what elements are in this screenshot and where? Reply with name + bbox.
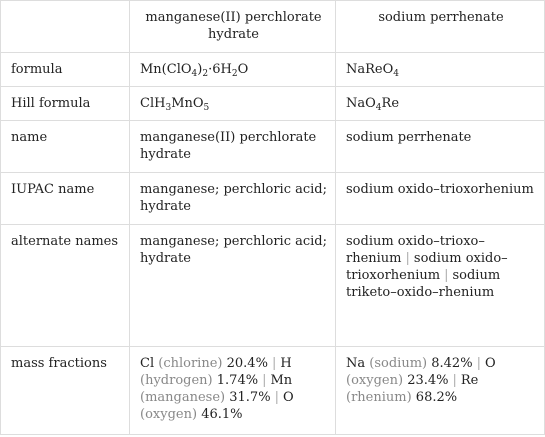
formula-text: Mn(ClO <box>140 62 192 77</box>
element-name: (manganese) <box>140 390 226 405</box>
iupac-cell-manganese: manganese; perchloric acid; hydrate <box>130 173 336 225</box>
formula-text: MnO <box>171 96 204 111</box>
element-name: (hydrogen) <box>140 373 213 388</box>
separator: | <box>271 356 277 371</box>
element-name: (oxygen) <box>346 373 404 388</box>
element-symbol: Re <box>460 373 479 388</box>
formula-subscript: 5 <box>203 103 210 113</box>
fraction-value: 8.42% <box>431 356 473 371</box>
table-row-formula <box>1 53 545 87</box>
column-header-manganese-perchlorate: manganese(II) perchlorate hydrate <box>130 1 336 53</box>
fraction-value: 31.7% <box>229 390 271 405</box>
fraction-value: 20.4% <box>226 356 268 371</box>
formula-subscript: 2 <box>231 69 238 79</box>
element-symbol: Mn <box>270 373 293 388</box>
element-symbol: O <box>484 356 496 371</box>
separator: | <box>444 268 449 283</box>
alternate-names-cell-manganese: manganese; perchloric acid; hydrate <box>130 225 336 347</box>
table-row-name <box>1 121 545 173</box>
element-name: (sodium) <box>369 356 428 371</box>
element-name: (chlorine) <box>158 356 223 371</box>
table-row-iupac-name <box>1 173 545 225</box>
element-name: (rhenium) <box>346 390 412 405</box>
fraction-value: 1.74% <box>216 373 259 388</box>
formula-text: Re <box>381 96 400 111</box>
separator: | <box>274 390 279 405</box>
alternate-name: sodium triketo–oxido–rhenium <box>346 268 501 300</box>
column-header-sodium-perrhenate: sodium perrhenate <box>336 1 545 53</box>
name-cell-sodium: sodium perrhenate <box>336 121 545 173</box>
formula-subscript: 4 <box>375 103 382 113</box>
formula-text: O <box>237 62 249 77</box>
formula-subscript: 4 <box>393 69 399 79</box>
element-symbol: Na <box>346 356 366 371</box>
iupac-cell-sodium: sodium oxido–trioxorhenium <box>336 173 545 225</box>
fraction-value: 68.2% <box>415 390 458 405</box>
mass-fractions-cell-manganese <box>130 347 336 435</box>
alternate-name: sodium oxido–trioxo–rhenium <box>346 234 485 266</box>
formula-text: ) <box>197 62 203 77</box>
formula-text: ClH <box>140 96 166 111</box>
formula-subscript: 4 <box>191 69 198 79</box>
formula-subscript: 3 <box>165 103 172 113</box>
separator: | <box>476 356 481 371</box>
row-label-name: name <box>1 121 130 173</box>
hill-formula-cell-sodium <box>336 87 545 121</box>
formula-cell-sodium <box>336 53 545 87</box>
element-symbol: Cl <box>140 356 155 371</box>
formula-text: NaReO <box>346 62 394 77</box>
row-label-formula: formula <box>1 53 130 87</box>
row-label-iupac-name: IUPAC name <box>1 173 130 225</box>
row-label-hill-formula: Hill formula <box>1 87 130 121</box>
fraction-value: 46.1% <box>201 407 243 422</box>
element-name: (oxygen) <box>140 407 198 422</box>
separator: | <box>262 373 267 388</box>
formula-cell-manganese <box>130 53 336 87</box>
alternate-name: sodium oxido–trioxorhenium <box>346 251 508 283</box>
separator: | <box>405 251 410 266</box>
formula-text: ·6H <box>208 62 232 77</box>
separator: | <box>452 373 457 388</box>
mass-fractions-cell-sodium <box>336 347 545 435</box>
hill-formula-cell-manganese <box>130 87 336 121</box>
name-cell-manganese: manganese(II) perchlorate hydrate <box>130 121 336 173</box>
row-label-alternate-names: alternate names <box>1 225 130 347</box>
formula-subscript: 2 <box>202 69 209 79</box>
table-row-mass-fractions <box>1 347 545 435</box>
header-row <box>1 1 545 53</box>
table-row-hill-formula <box>1 87 545 121</box>
element-symbol: O <box>282 390 294 405</box>
row-label-mass-fractions: mass fractions <box>1 347 130 435</box>
fraction-value: 23.4% <box>407 373 449 388</box>
table-row-alternate-names <box>1 225 545 347</box>
corner-cell <box>1 1 130 53</box>
alternate-names-cell-sodium <box>336 225 545 347</box>
formula-text: NaO <box>346 96 376 111</box>
element-symbol: H <box>280 356 292 371</box>
